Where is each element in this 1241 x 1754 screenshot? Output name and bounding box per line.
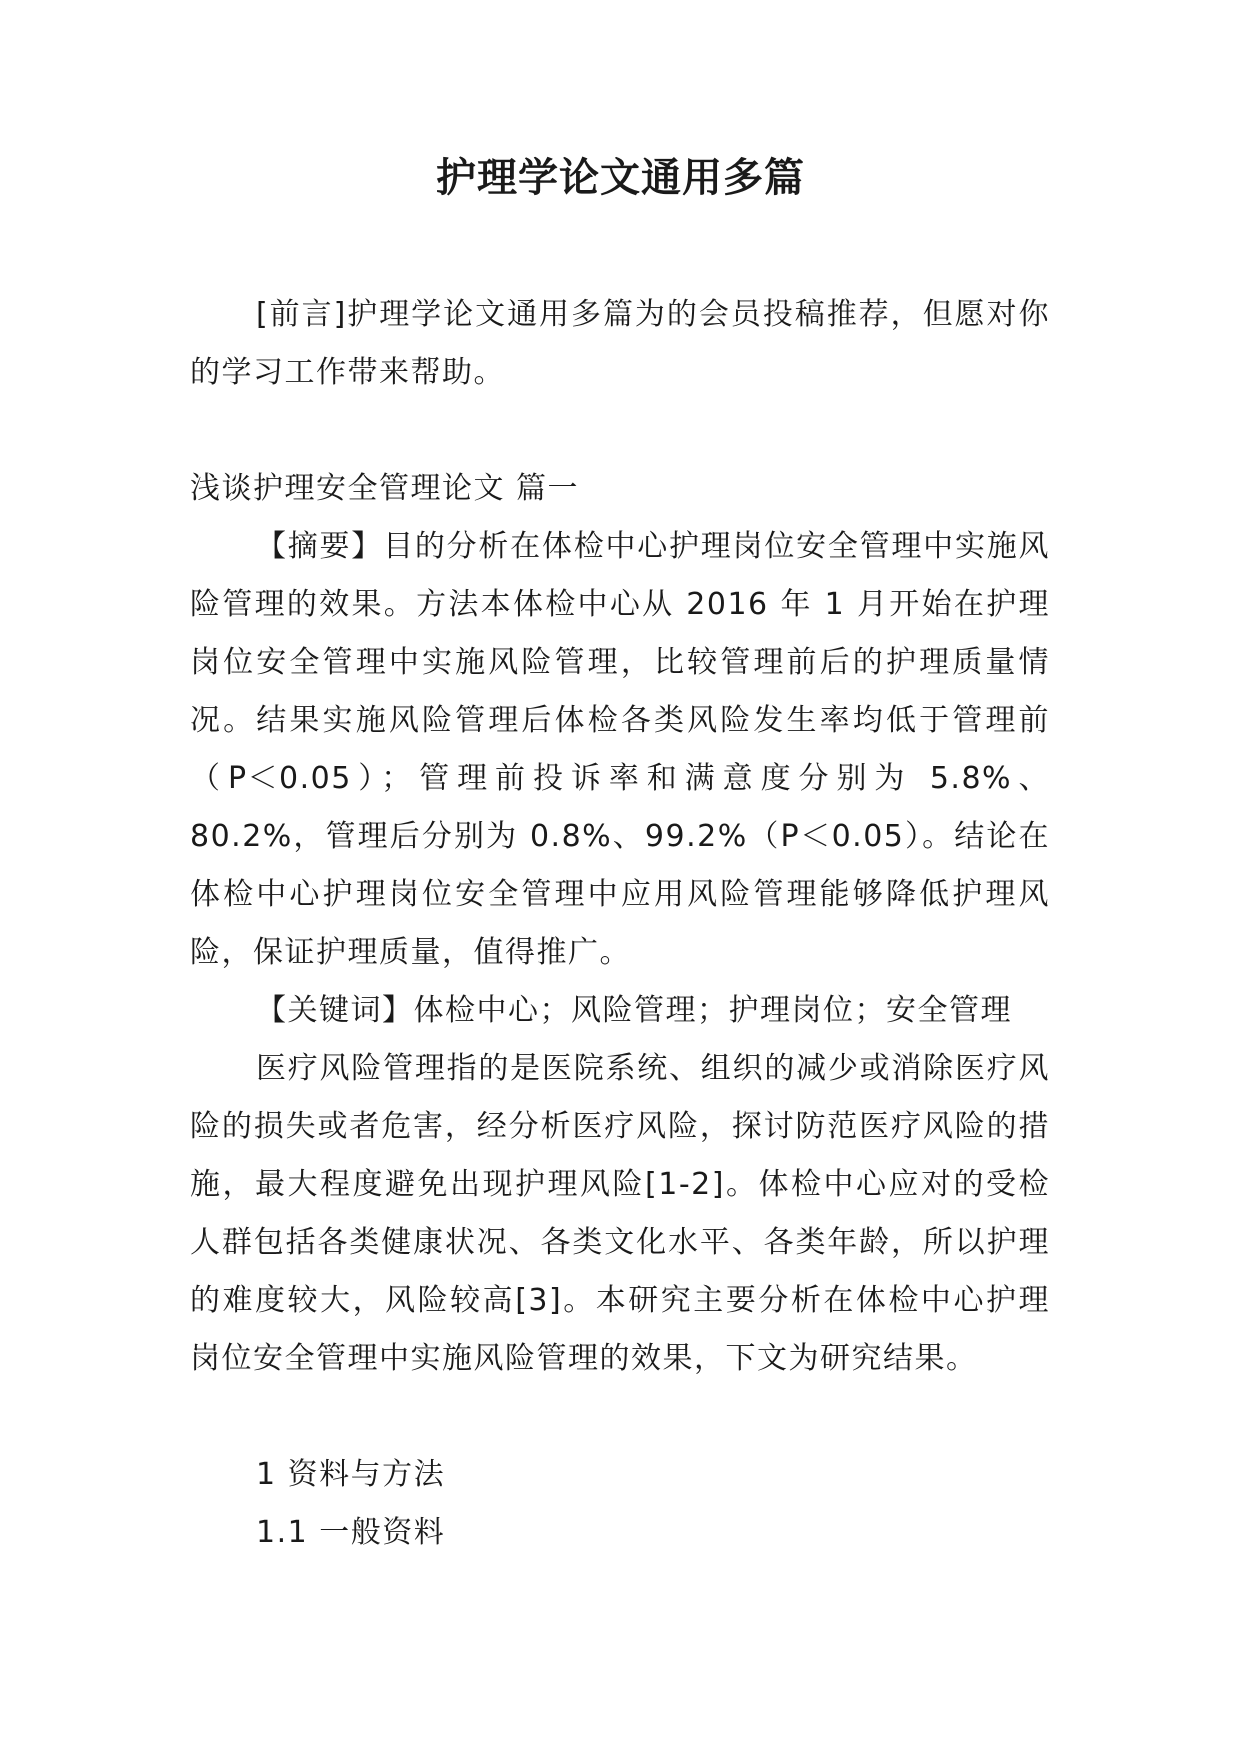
body-paragraph: 医疗风险管理指的是医院系统、组织的减少或消除医疗风险的损失或者危害，经分析医疗风险，探讨防范医疗风险的措施，最大程度避免出现护理风险[1-2]。体检中心应对的受检人群包括各类健康状况、各类文化水平、各类年龄，所以护理的难度较大，风险较高[3]。本研究主要分析在体检中心护理岗位安全管理中实施风险管理的效果，下文为研究结果。 [190,1051,1050,1376]
intro-paragraph: [前言]护理学论文通用多篇为的会员投稿推荐，但愿对你的学习工作带来帮助。 [190,297,1050,390]
section-heading: 浅谈护理安全管理论文 篇一 [190,471,580,506]
subsection-heading: 1.1 一般资料 [256,1515,446,1550]
abstract-paragraph: 【摘要】目的分析在体检中心护理岗位安全管理中实施风险管理的效果。方法本体检中心从 2016 年 1 月开始在护理岗位安全管理中实施风险管理，比较管理前后的护理质量情况。结果实施风险管理后体检各类风险发生率均低于管理前（P＜0.05）；管理前投诉率和满意度分别为 5.8%、80.2%，管理后分别为 0.8%、99.2%（P＜0.05）。结论在体检中心护理岗位安全管理中应用风险管理能够降低护理风险，保证护理质量，值得推广。 [190,529,1050,970]
document-title: 护理学论文通用多篇 [436,154,805,201]
keywords-paragraph: 【关键词】体检中心；风险管理；护理岗位；安全管理 [256,993,1012,1028]
subsection-heading: 1 资料与方法 [256,1457,446,1492]
